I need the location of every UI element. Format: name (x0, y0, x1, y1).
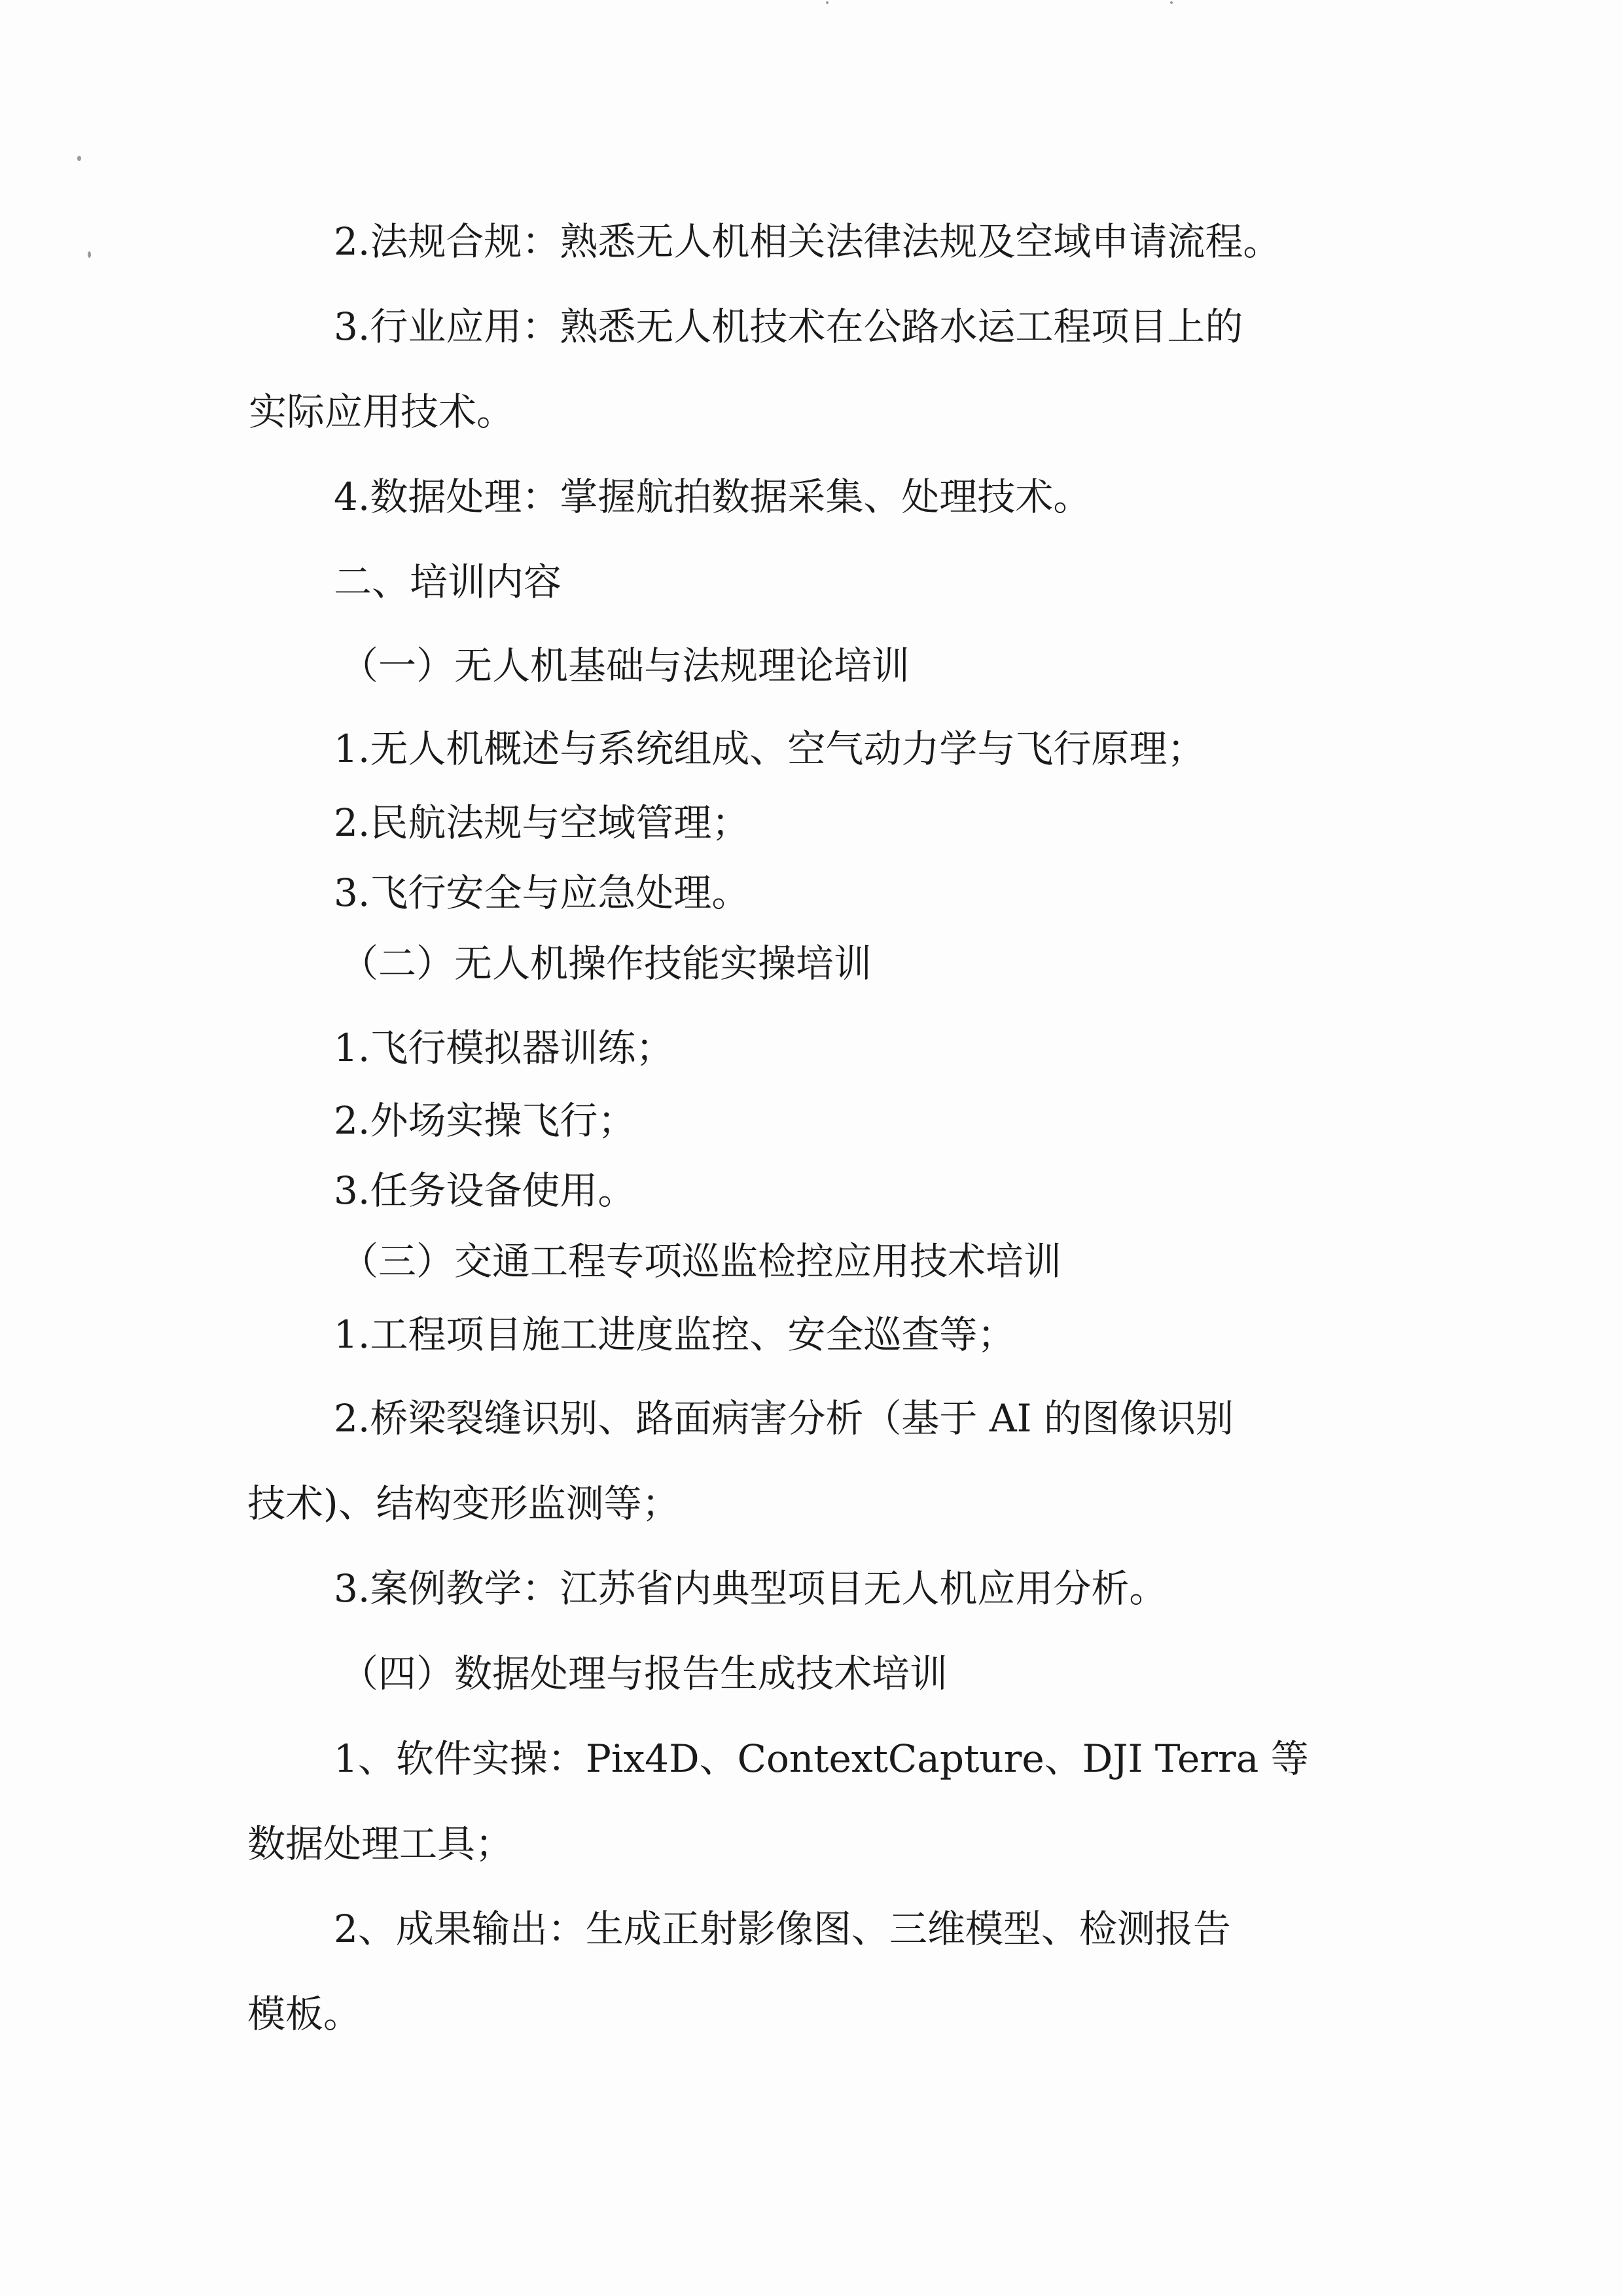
part-four-item-1-continued: 数据处理工具； (247, 1821, 514, 1866)
part-four-heading: （四）数据处理与报告生成技术培训 (340, 1651, 948, 1696)
part-four-item-2: 2、成果输出：生成正射影像图、三维模型、检测报告 (334, 1907, 1231, 1951)
part-two-item-1: 1.飞行模拟器训练； (334, 1026, 674, 1070)
part-one-item-3: 3.飞行安全与应急处理。 (334, 870, 750, 915)
scan-speck (1170, 1, 1173, 4)
goal-item-2: 2.法规合规：熟悉无人机相关法律法规及空域申请流程。 (334, 219, 1281, 264)
goal-item-3-continued: 实际应用技术。 (249, 389, 515, 434)
part-one-heading: （一）无人机基础与法规理论培训 (340, 643, 910, 688)
part-two-item-3: 3.任务设备使用。 (334, 1168, 636, 1213)
part-three-item-3: 3.案例教学：江苏省内典型项目无人机应用分析。 (334, 1566, 1168, 1611)
part-one-item-2: 2.民航法规与空域管理； (334, 800, 750, 845)
part-four-item-1: 1、软件实操：Pix4D、ContextCapture、DJI Terra 等 (334, 1736, 1309, 1781)
scan-speck (77, 156, 81, 161)
part-three-heading: （三）交通工程专项巡监检控应用技术培训 (340, 1239, 1062, 1283)
scan-speck (88, 251, 91, 258)
part-four-item-2-continued: 模板。 (247, 1992, 362, 2036)
part-two-item-2: 2.外场实操飞行； (334, 1098, 636, 1143)
part-three-item-2: 2.桥梁裂缝识别、路面病害分析（基于 AI 的图像识别 (334, 1396, 1234, 1441)
part-two-heading: （二）无人机操作技能实操培训 (340, 941, 872, 986)
part-three-item-2-continued: 技术)、结构变形监测等； (247, 1481, 680, 1526)
scan-speck (826, 1, 829, 4)
part-one-item-1: 1.无人机概述与系统组成、空气动力学与飞行原理； (334, 726, 1205, 771)
section-heading-training-content: 二、培训内容 (334, 560, 562, 604)
goal-item-4: 4.数据处理：掌握航拍数据采集、处理技术。 (334, 475, 1092, 519)
goal-item-3: 3.行业应用：熟悉无人机技术在公路水运工程项目上的 (334, 304, 1243, 349)
part-three-item-1: 1.工程项目施工进度监控、安全巡查等； (334, 1312, 1016, 1357)
